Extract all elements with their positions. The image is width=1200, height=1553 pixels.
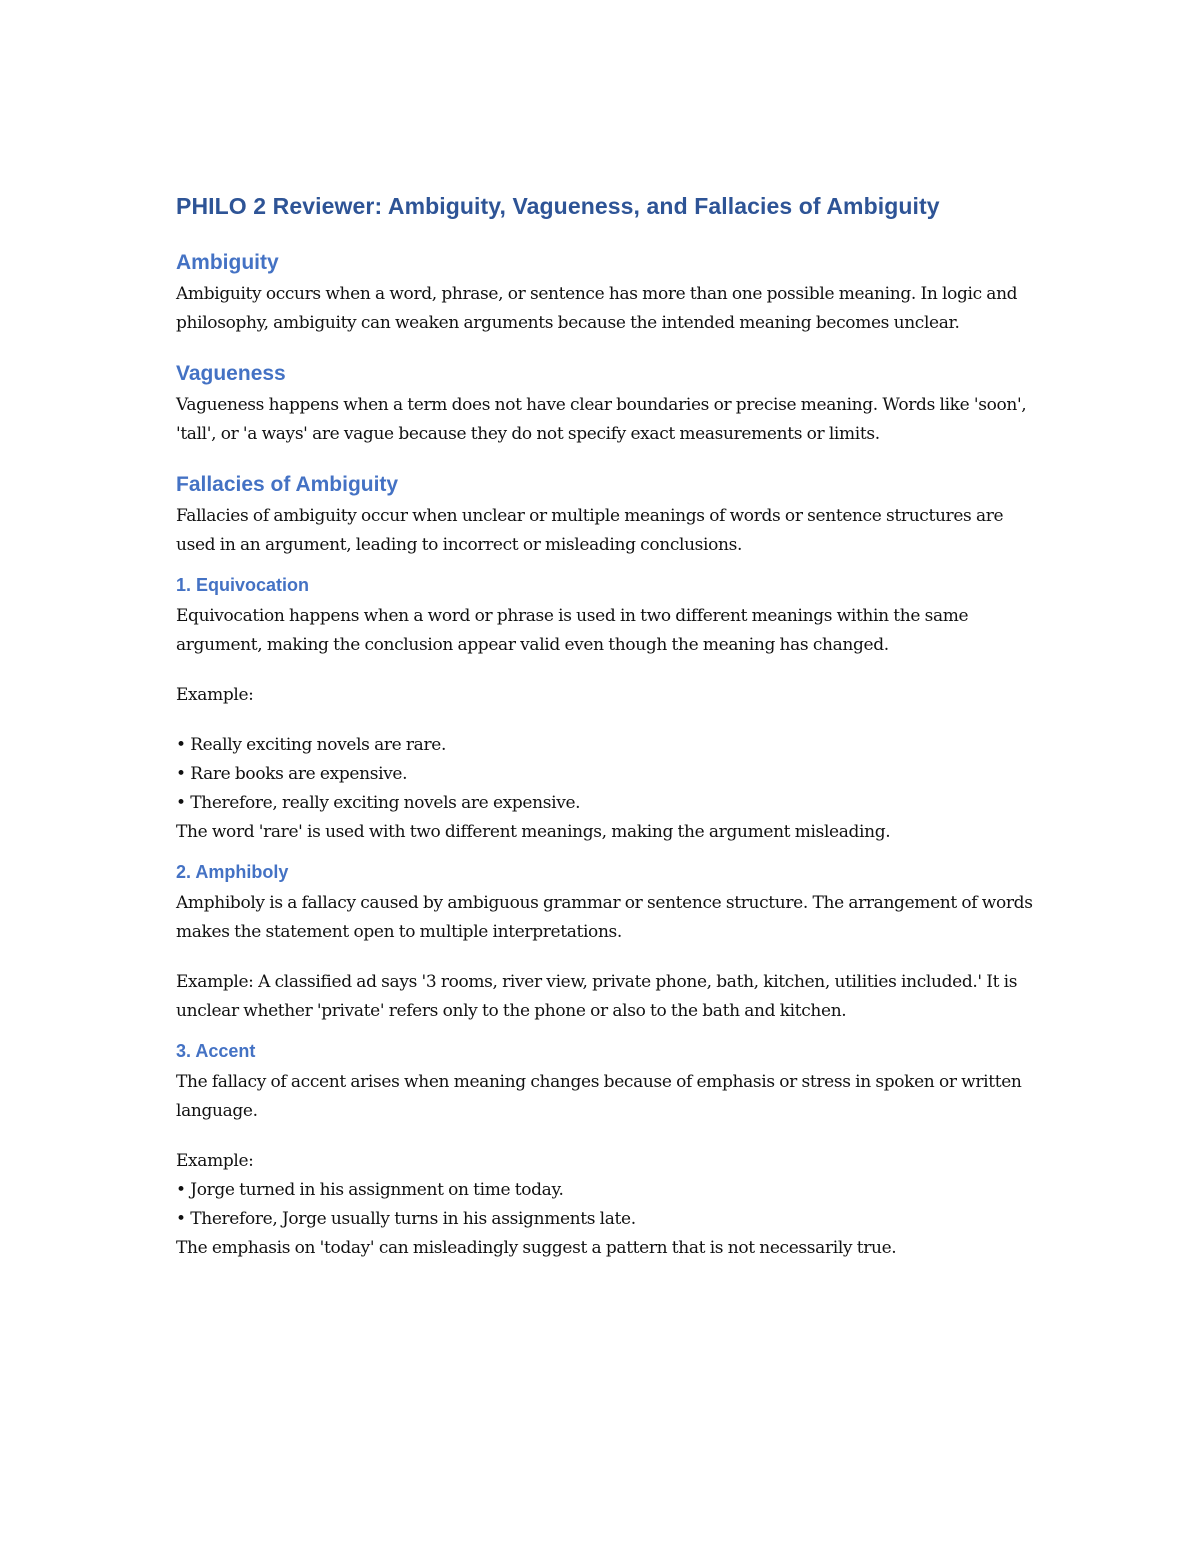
ambiguity-body: Ambiguity occurs when a word, phrase, or sentence has more than one possible meaning. In logic and philosophy, ambiguity can weaken arguments because the intended meaning becomes unclear. [176,284,1018,333]
fallacies-body: Fallacies of ambiguity occur when unclear or multiple meanings of words or sentence structures are used in an argument, leading to incorrect or misleading conclusions. [176,506,1004,555]
equivocation-body: Equivocation happens when a word or phrase is used in two different meanings within the same argument, making the conclusion appear valid even though the meaning has changed. [176,606,969,655]
list-item: • Therefore, really exciting novels are expensive. [176,793,581,813]
accent-body: The fallacy of accent arises when meaning changes because of emphasis or stress in spoken or written language. [176,1072,1022,1121]
amphiboly-example: Example: A classified ad says '3 rooms, river view, private phone, bath, kitchen, utilities included.' It is unclear whether 'private' refers only to the phone or also to the bath and kitchen. [176,972,1018,1021]
list-item: • Really exciting novels are rare. [176,735,447,755]
accent-conclusion: The emphasis on 'today' can misleadingly suggest a pattern that is not necessarily true. [176,1238,897,1258]
fallacies-heading: Fallacies of Ambiguity [176,473,399,496]
accent-example-label: Example: [176,1151,254,1171]
amphiboly-body: Amphiboly is a fallacy caused by ambiguous grammar or sentence structure. The arrangement of words makes the statement open to multiple interpretations. [176,893,1033,942]
equivocation-conclusion: The word 'rare' is used with two different meanings, making the argument misleading. [176,822,891,842]
equivocation-heading: 1. Equivocation [176,575,310,595]
equivocation-example-label: Example: [176,685,254,705]
accent-example-list [176,1176,1036,1234]
equivocation-example-list [176,731,1036,818]
vagueness-heading: Vagueness [176,362,286,385]
list-item: • Therefore, Jorge usually turns in his assignments late. [176,1209,636,1229]
list-item: • Rare books are expensive. [176,764,408,784]
vagueness-body: Vagueness happens when a term does not have clear boundaries or precise meaning. Words like 'soon', 'tall', or 'a ways' are vague because they do not specify exact measurements or limits. [176,395,1027,444]
list-item: • Jorge turned in his assignment on time today. [176,1180,564,1200]
accent-heading: 3. Accent [176,1041,256,1061]
amphiboly-heading: 2. Amphiboly [176,862,289,882]
ambiguity-heading: Ambiguity [176,251,279,274]
document-title: PHILO 2 Reviewer: Ambiguity, Vagueness, and Fallacies of Ambiguity [176,193,940,219]
document-page [176,190,1036,1263]
